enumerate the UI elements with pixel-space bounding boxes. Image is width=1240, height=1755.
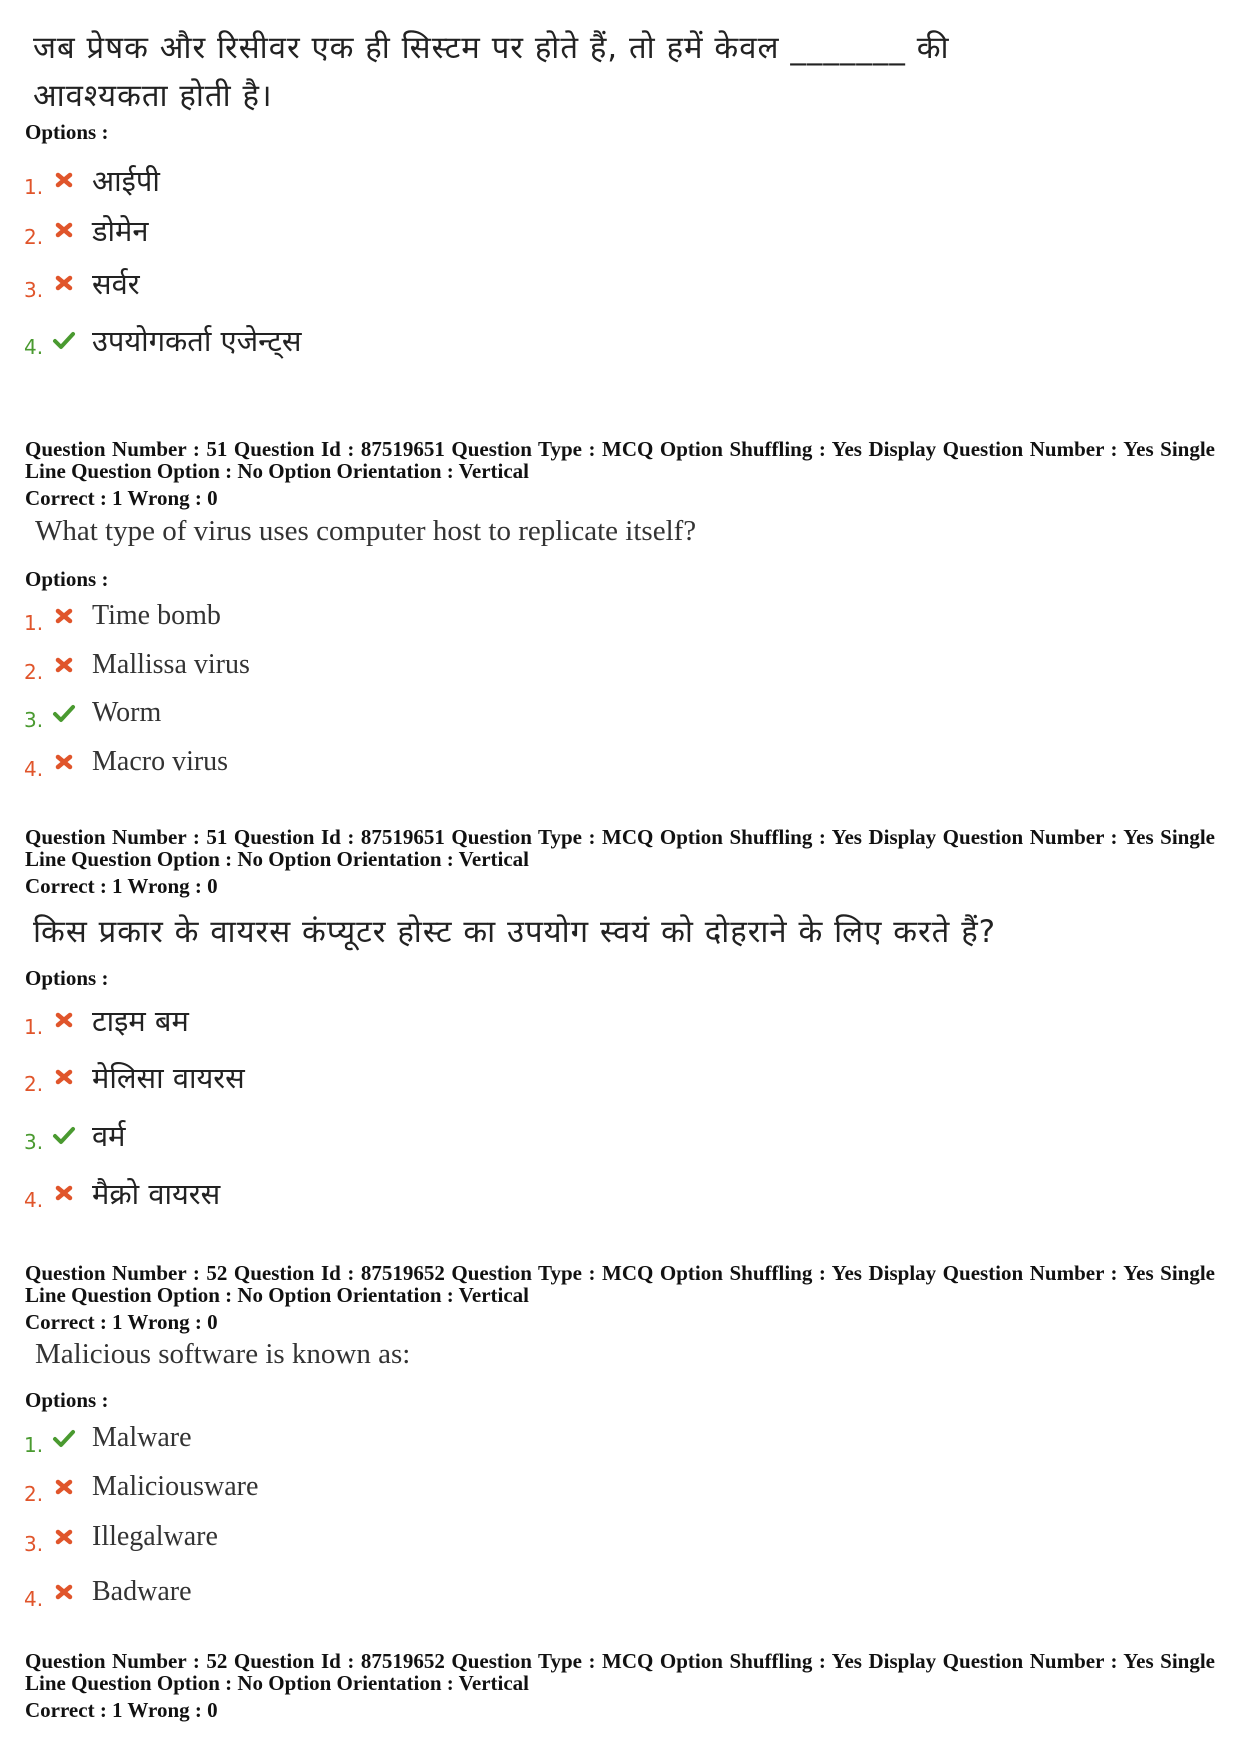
check-icon — [52, 701, 76, 725]
option-row — [24, 1115, 125, 1155]
question-text: What type of virus uses computer host to replicate itself? — [35, 515, 697, 547]
option-row — [24, 1173, 220, 1213]
cross-icon — [52, 1580, 76, 1604]
cross-icon — [52, 604, 76, 628]
option-row — [24, 210, 148, 250]
cross-icon — [52, 168, 76, 192]
option-row — [24, 1467, 258, 1507]
options-label: Options : — [25, 966, 109, 990]
check-icon — [52, 1426, 76, 1450]
option-row — [24, 320, 301, 360]
option-text: Worm — [92, 697, 162, 728]
option-number: 2. — [24, 660, 44, 684]
option-text: डोमेन — [92, 213, 149, 248]
cross-icon — [52, 653, 76, 677]
option-row — [24, 1057, 245, 1097]
option-number: 1. — [24, 1015, 44, 1039]
question-meta: Question Number : 52 Question Id : 87519652 Question Type : MCQ Option Shuffling : Yes Display Question Number : Yes Single Line Question Option : No Option Orientation : Vertical — [25, 1649, 1215, 1695]
option-number: 1. — [24, 1433, 44, 1457]
cross-icon — [52, 1008, 76, 1032]
option-row — [24, 693, 161, 733]
option-number: 1. — [24, 611, 44, 635]
option-row — [24, 1572, 192, 1612]
option-number: 3. — [24, 1130, 44, 1154]
cross-icon — [52, 1475, 76, 1499]
option-number: 2. — [24, 1072, 44, 1096]
options-label: Options : — [25, 567, 109, 591]
question-meta: Question Number : 51 Question Id : 87519651 Question Type : MCQ Option Shuffling : Yes Display Question Number : Yes Single Line Question Option : No Option Orientation : Vertical — [25, 825, 1215, 871]
option-text: Time bomb — [92, 600, 221, 631]
option-text: उपयोगकर्ता एजेन्ट्स — [92, 323, 302, 358]
option-number: 1. — [24, 175, 44, 199]
question-meta: Question Number : 51 Question Id : 87519651 Question Type : MCQ Option Shuffling : Yes Display Question Number : Yes Single Line Question Option : No Option Orientation : Vertical — [25, 437, 1215, 483]
option-text: Macro virus — [92, 746, 229, 777]
cross-icon — [52, 1065, 76, 1089]
option-row — [24, 1517, 218, 1557]
option-row — [24, 1000, 189, 1040]
option-number: 2. — [24, 225, 44, 249]
option-number: 3. — [24, 278, 44, 302]
option-text: मैक्रो वायरस — [92, 1176, 221, 1211]
options-label: Options : — [25, 120, 109, 144]
option-text: Badware — [92, 1576, 192, 1607]
option-row — [24, 160, 160, 200]
question-text-line-1: जब प्रेषक और रिसीवर एक ही सिस्टम पर होते हैं, तो हमें केवल _______ की — [33, 30, 950, 66]
option-number: 4. — [24, 335, 44, 359]
option-text: आईपी — [92, 163, 160, 198]
cross-icon — [52, 271, 76, 295]
option-text: Mallissa virus — [92, 649, 250, 680]
option-row — [24, 263, 140, 303]
option-text: सर्वर — [92, 266, 140, 301]
option-row — [24, 742, 228, 782]
option-number: 4. — [24, 757, 44, 781]
options-label: Options : — [25, 1388, 109, 1412]
cross-icon — [52, 1181, 76, 1205]
score-line: Correct : 1 Wrong : 0 — [25, 874, 218, 898]
question-meta: Question Number : 52 Question Id : 87519652 Question Type : MCQ Option Shuffling : Yes Display Question Number : Yes Single Line Question Option : No Option Orientation : Vertical — [25, 1261, 1215, 1307]
check-icon — [52, 1123, 76, 1147]
question-text: किस प्रकार के वायरस कंप्यूटर होस्ट का उपयोग स्वयं को दोहराने के लिए करते हैं? — [33, 914, 997, 950]
option-text: मेलिसा वायरस — [92, 1060, 245, 1095]
option-text: टाइम बम — [92, 1003, 189, 1038]
option-text: Illegalware — [92, 1521, 218, 1552]
option-text: वर्म — [92, 1118, 126, 1153]
option-text: Malware — [92, 1422, 192, 1453]
option-row — [24, 645, 250, 685]
option-row — [24, 1418, 192, 1458]
score-line: Correct : 1 Wrong : 0 — [25, 1698, 218, 1722]
cross-icon — [52, 750, 76, 774]
check-icon — [52, 328, 76, 352]
score-line: Correct : 1 Wrong : 0 — [25, 486, 218, 510]
option-number: 3. — [24, 1532, 44, 1556]
option-number: 4. — [24, 1587, 44, 1611]
option-number: 2. — [24, 1482, 44, 1506]
question-text-line-2: आवश्यकता होती है। — [33, 78, 273, 114]
option-text: Maliciousware — [92, 1471, 259, 1502]
option-row — [24, 596, 221, 636]
score-line: Correct : 1 Wrong : 0 — [25, 1310, 218, 1334]
cross-icon — [52, 218, 76, 242]
cross-icon — [52, 1525, 76, 1549]
option-number: 4. — [24, 1188, 44, 1212]
option-number: 3. — [24, 708, 44, 732]
question-text: Malicious software is known as: — [35, 1338, 411, 1370]
